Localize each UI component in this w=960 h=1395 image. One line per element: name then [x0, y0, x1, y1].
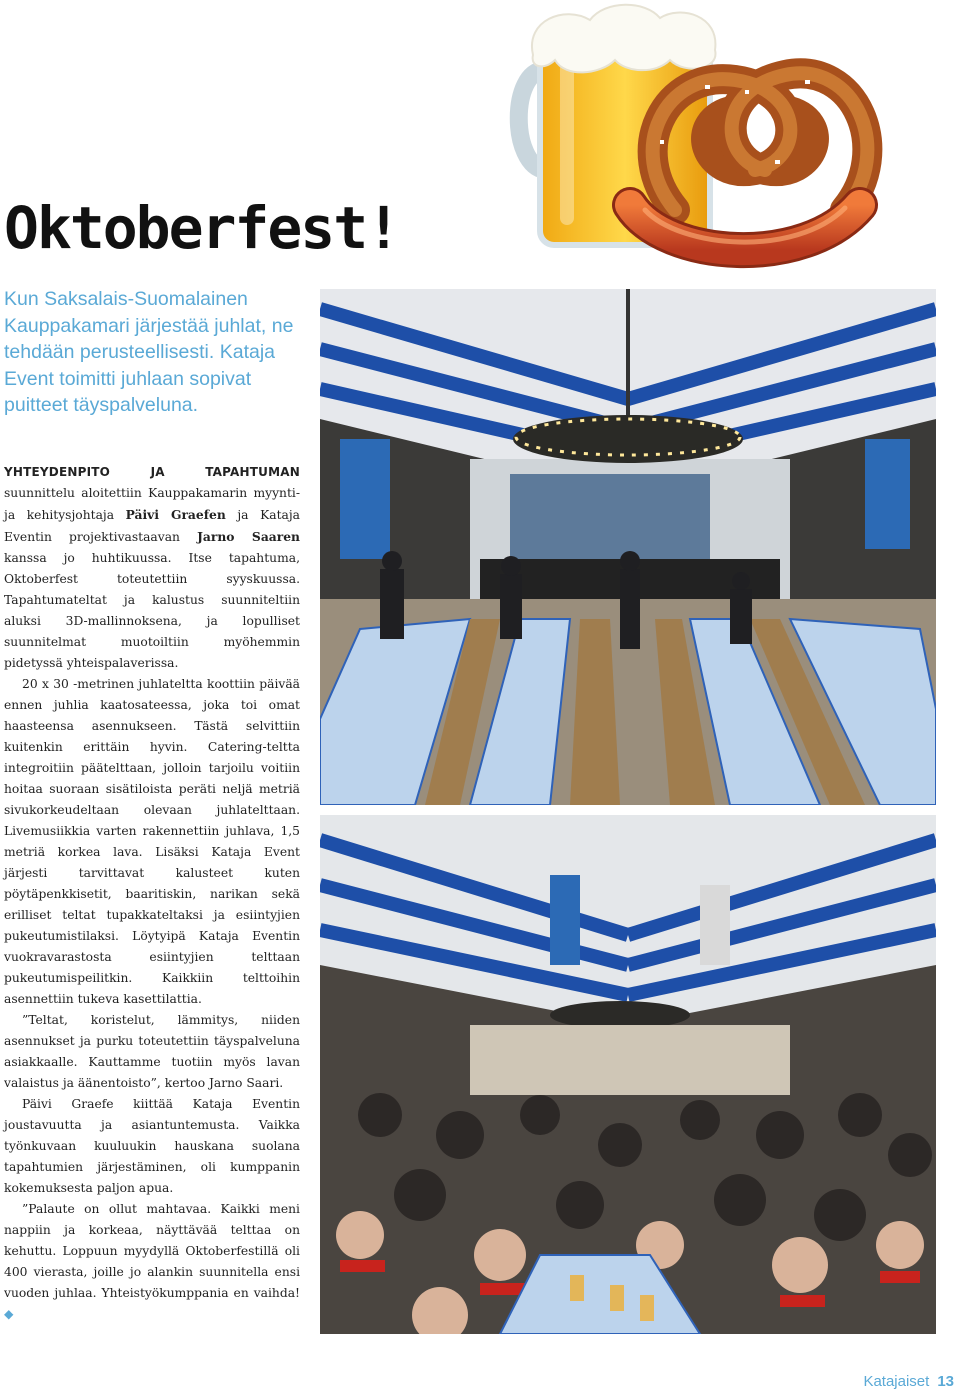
crowd-photo — [320, 815, 936, 1334]
article-paragraph-5: ”Palaute on ollut mahtavaa. Kaikki meni nappiin ja korkeaa, näyttävää telttaa on kehuttu. Loppuun myydyllä Oktoberfestillä oli 400 vierasta, joille jo alankin suunnitella ensi vuoden juhlaa. Yhteistyökumppania en vaihda!◆ — [4, 1202, 300, 1321]
article-paragraph-2: 20 x 30 -metrinen juhlateltta koottiin päivää ennen juhlia kaatosateessa, joka toi omat haasteensa asennukseen. Tästä selvittiin kuitenkin erittäin hyvin. Catering-teltta integroitiin päätelttaan, jolloin tarjoilu voitiin hoitaa suoraan sisätiloista peräti neljä metriä sivukorkeudeltaan olevaan juhlatelttaan. Livemusiikkia varten rakennettiin juhlava, 1,5 metriä korkea lava. Lisäksi Kataja Event järjesti tarvittavat kalusteet kuten pöytäpenkkisetit, baaritiskin, narikan sekä erilliset teltat tupakkateltaksi ja esiintyjien pukeutumistilaksi. Löytyipä Kataja Eventin vuokravarastosta esiintyjien telttaan pukeutumispeilitkin. Kaikkiin telttoihin asennettiin tukeva kasettilattia. — [4, 677, 300, 1006]
run-in-caps: YHTEYDENPITO JA TAPAHTUMAN — [4, 465, 300, 479]
magazine-name: Katajaiset — [863, 1373, 930, 1390]
tent-interior-photo — [320, 289, 936, 805]
article-body — [4, 462, 300, 1325]
article-paragraph-1: YHTEYDENPITO JA TAPAHTUMAN suunnittelu aloitettiin Kauppakamarin myynti- ja kehitysjohtaja Päivi Graefen ja Kataja Eventin projektivastaavan Jarno Saaren kanssa jo huhtikuussa. Itse tapahtuma, Oktoberfest toteutettiin syyskuussa. Tapahtumateltat ja kalustus suunniteltiin aluksi 3D-mallinnoksena, ja lopulliset suunnitelmat muotoiltiin myöhemmin pidetyssä yhteispalaverissa. — [4, 465, 301, 670]
page-title: Oktoberfest! — [4, 194, 400, 262]
person-name: Päivi Graefen — [125, 507, 226, 522]
end-mark-icon: ◆ — [4, 1307, 14, 1321]
person-name: Jarno Saaren — [197, 529, 300, 544]
article-paragraph-3: ”Teltat, koristelut, lämmitys, niiden asennukset ja purku toteutettiin täyspalveluna asiakkaalle. Kauttamme tuotiin myös lavan valaistus ja äänentoisto”, kertoo Jarno Saari. — [4, 1013, 300, 1090]
beer-pretzel-sausage-icon — [505, 0, 905, 272]
page-number: 13 — [937, 1373, 954, 1390]
article-paragraph-4: Päivi Graefe kiittää Kataja Eventin joustavuutta ja asiantuntemusta. Vaikka työnkuvaan kuuluukin hauskana suolana tapahtumien järjestäminen, oli kumppanin kokemuksesta paljon apua. — [4, 1097, 300, 1195]
lead-paragraph: Kun Saksalais-Suomalainen Kauppakamari järjestää juhlat, ne tehdään perusteellisesti. Kataja Event toimitti juhlaan sopivat puitteet täyspalveluna. — [4, 288, 294, 416]
page-footer — [863, 1373, 954, 1390]
